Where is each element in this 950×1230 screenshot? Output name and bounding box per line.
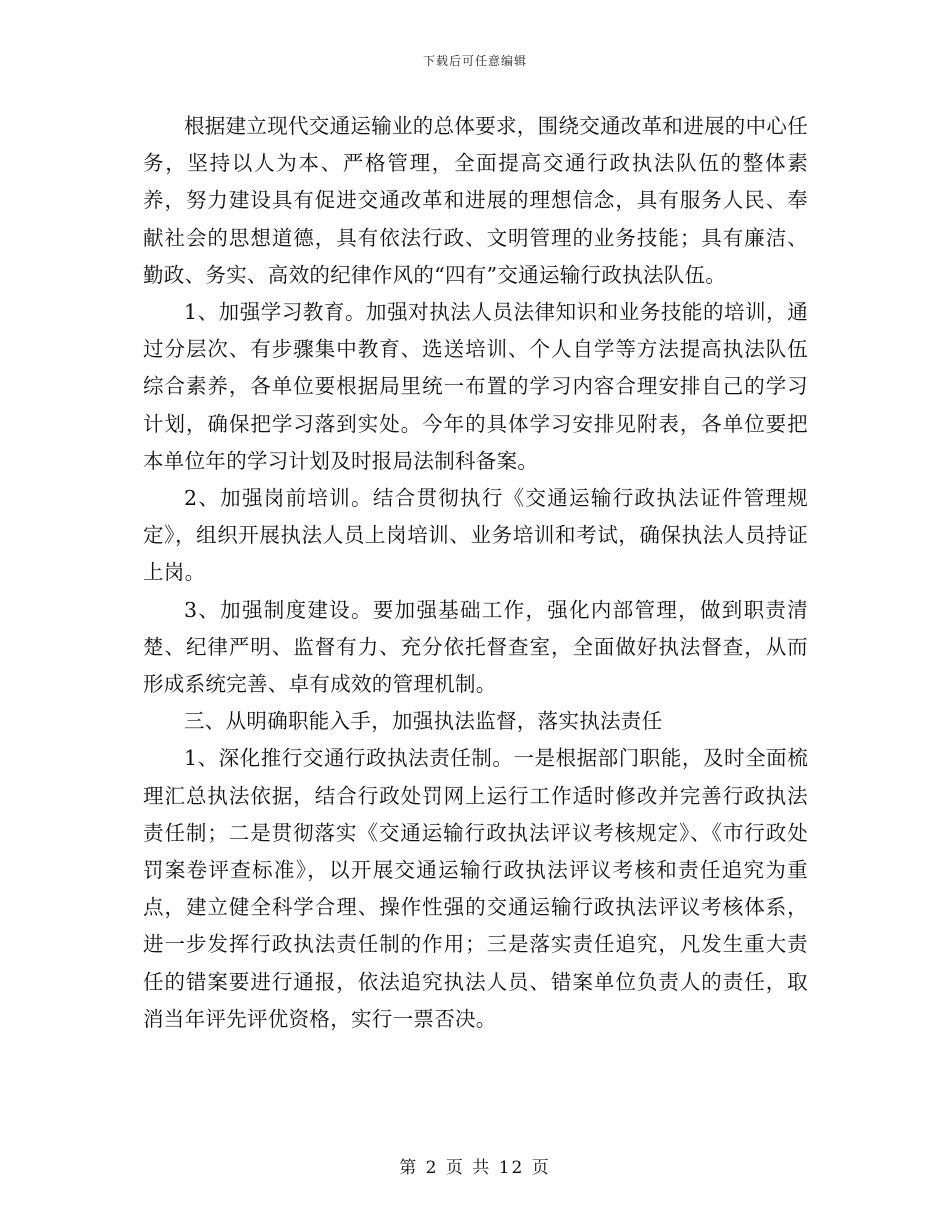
page-number: 第 2 页 共 12 页	[399, 1158, 551, 1178]
paragraph-item-training: 2、加强岗前培训。结合贯彻执行《交通运输行政执法证件管理规定》，组织开展执法人员上岗培训、业务培训和考试，确保执法人员持证上岗。	[143, 486, 808, 585]
paragraph-intro: 根据建立现代交通运输业的总体要求，围绕交通改革和进展的中心任务，坚持以人为本、严格管理，全面提高交通行政执法队伍的整体素养，努力建设具有促进交通改革和进展的理想信念，具有服务人民、奉献社会的思想道德，具有依法行政、文明管理的业务技能；具有廉洁、勤政、务实、高效的纪律作风的“四有”交通运输行政执法队伍。	[143, 114, 808, 287]
paragraph-item-system: 3、加强制度建设。要加强基础工作，强化内部管理，做到职责清楚、纪律严明、监督有力、充分依托督查室，全面做好执法督查，从而形成系统完善、卓有成效的管理机制。	[143, 597, 808, 697]
page-header-note: 下载后可任意编辑	[422, 54, 527, 68]
paragraph-item-responsibility: 1、深化推行交通行政执法责任制。一是根据部门职能，及时全面梳理汇总执法依据，结合行政处罚网上运行工作适时修改并完善行政执法责任制；二是贯彻落实《交通运输行政执法评议考核规定》、《市行政处罚案卷评查标准》，以开展交通运输行政执法评议考核和责任追究为重点，建立健全科学合理、操作性强的交通运输行政执法评议考核体系，进一步发挥行政执法责任制的作用；三是落实责任追究，凡发生重大责任的错案要进行通报，依法追究执法人员、错案单位负责人的责任，取消当年评先评优资格，实行一票否决。	[143, 746, 808, 1031]
document-body	[143, 108, 808, 1038]
section-heading-three: 三、从明确职能入手，加强执法监督，落实执法责任	[184, 709, 663, 734]
paragraph-item-study: 1、加强学习教育。加强对执法人员法律知识和业务技能的培训，通过分层次、有步骤集中教育、选送培训、个人自学等方法提高执法队伍综合素养，各单位要根据局里统一布置的学习内容合理安排自己的学习计划，确保把学习落到实处。今年的具体学习安排见附表，各单位要把本单位年的学习计划及时报局法制科备案。	[143, 300, 808, 473]
